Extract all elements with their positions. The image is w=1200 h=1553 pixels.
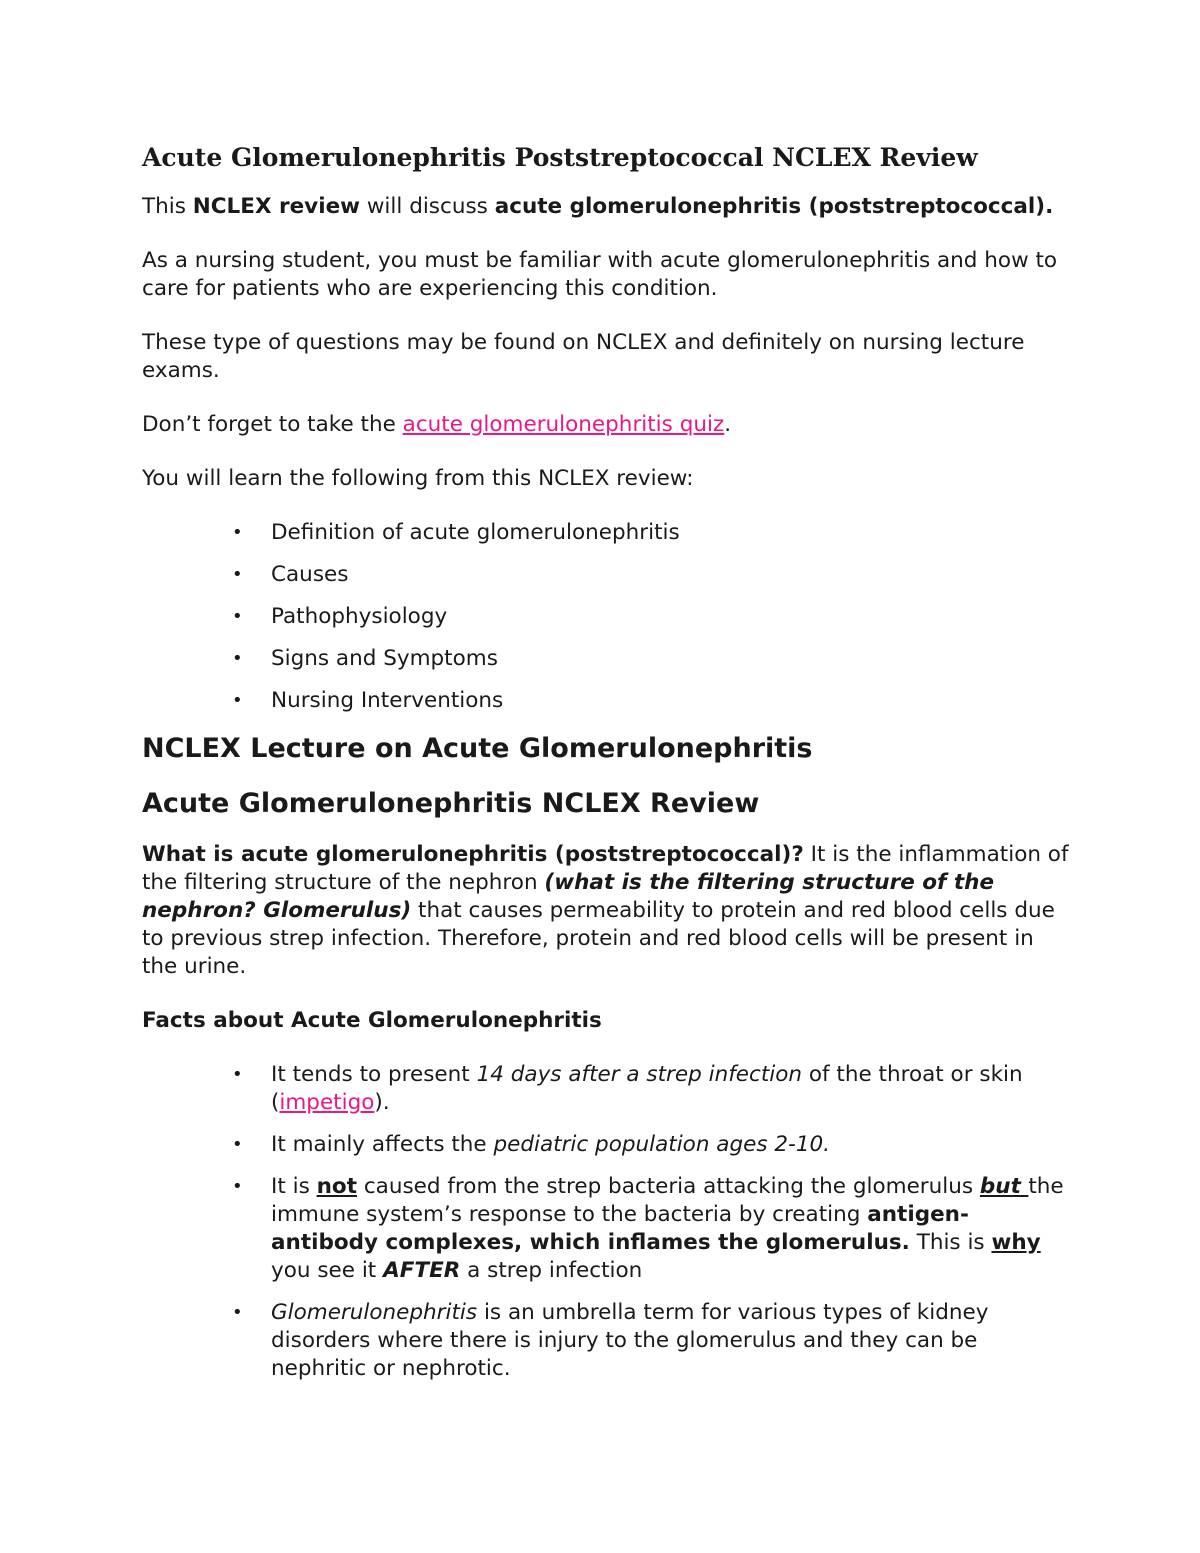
italic-text: Glomerulonephritis [271, 1299, 478, 1325]
list-item-text: Pathophysiology [271, 603, 448, 629]
quiz-link[interactable]: acute glomerulonephritis quiz [402, 411, 725, 437]
text: of the throat or skin ( [271, 1061, 1023, 1115]
bullet-icon: • [232, 1133, 243, 1155]
bold-underline-text: why [991, 1229, 1041, 1255]
text: will discuss [360, 193, 495, 219]
list-item [232, 1131, 1072, 1159]
list-item-text: Causes [271, 561, 349, 587]
bold-italic-underline-text: but [979, 1173, 1029, 1199]
text: It is the inflammation of the filtering structure of the nephron [142, 841, 1069, 895]
text: Don’t forget to take the [142, 411, 403, 437]
bullet-icon: • [232, 1063, 243, 1085]
bullet-icon: • [232, 647, 243, 669]
text: ). [374, 1089, 390, 1115]
list-item [232, 1299, 1072, 1383]
list-item [232, 687, 1072, 715]
document-title: Acute Glomerulonephritis Poststreptococcal NCLEX Review [142, 143, 978, 172]
text: a strep infection [460, 1257, 643, 1283]
intro-paragraph-3: These type of questions may be found on NCLEX and definitely on nursing lecture exams. [142, 329, 1025, 383]
italic-text: pediatric population ages 2-10. [493, 1131, 831, 1157]
bold-text: acute glomerulonephritis (poststreptococcal). [494, 193, 1054, 219]
list-item [232, 645, 1072, 673]
bullet-icon: • [232, 605, 243, 627]
review-heading: Acute Glomerulonephritis NCLEX Review [142, 787, 760, 819]
list-item [232, 1061, 1072, 1117]
learn-list [142, 519, 1072, 715]
text: This is [909, 1229, 992, 1255]
list-item [232, 519, 1072, 547]
bullet-icon: • [232, 563, 243, 585]
bullet-icon: • [232, 689, 243, 711]
bullet-icon: • [232, 1175, 243, 1197]
list-item [232, 603, 1072, 631]
lecture-heading: NCLEX Lecture on Acute Glomerulonephritis [142, 732, 813, 764]
text: . [724, 411, 732, 437]
intro-paragraph-2: As a nursing student, you must be familiar with acute glomerulonephritis and how to care for patients who are experiencing this condition. [142, 247, 1058, 301]
definition-paragraph [142, 841, 1072, 981]
bullet-icon: • [232, 521, 243, 543]
list-item [232, 1173, 1072, 1285]
intro-paragraph-5: You will learn the following from this NCLEX review: [142, 465, 694, 491]
text: is an umbrella term for various types of kidney disorders where there is injury to the glomerulus and they can be nephritic or nephrotic. [271, 1299, 989, 1381]
text: It is [271, 1173, 317, 1199]
list-item-text: Signs and Symptoms [271, 645, 498, 671]
text: you see it [271, 1257, 384, 1283]
facts-heading: Facts about Acute Glomerulonephritis [142, 1007, 602, 1033]
question-text: What is acute glomerulonephritis (poststreptococcal)? [142, 841, 804, 867]
text: It tends to present [271, 1061, 477, 1087]
text: the immune system’s response to the bacteria by creating [271, 1173, 1064, 1227]
text: It mainly affects the [271, 1131, 494, 1157]
list-item [232, 561, 1072, 589]
bold-italic-text: AFTER [383, 1257, 461, 1283]
text: caused from the strep bacteria attacking the glomerulus [356, 1173, 980, 1199]
bold-text: antigen-antibody complexes, which inflames the glomerulus. [271, 1201, 969, 1255]
bullet-icon: • [232, 1301, 243, 1323]
list-item-text: Definition of acute glomerulonephritis [271, 519, 680, 545]
list-item-text: Nursing Interventions [271, 687, 504, 713]
text: This [142, 193, 193, 219]
intro-paragraph-4 [142, 411, 1072, 439]
intro-paragraph-1 [142, 193, 1072, 221]
text: that causes permeability to protein and red blood cells due to previous strep infection. Therefore, protein and red blood cells will be present in the urine. [142, 897, 1055, 979]
impetigo-link[interactable]: impetigo [279, 1089, 375, 1115]
bold-italic-text: (what is the filtering structure of the nephron? Glomerulus) [142, 869, 995, 923]
document-page [142, 142, 1072, 1397]
facts-list [142, 1061, 1072, 1383]
bold-text: NCLEX review [192, 193, 361, 219]
italic-text: 14 days after a strep infection [476, 1061, 803, 1087]
bold-underline-text: not [316, 1173, 357, 1199]
